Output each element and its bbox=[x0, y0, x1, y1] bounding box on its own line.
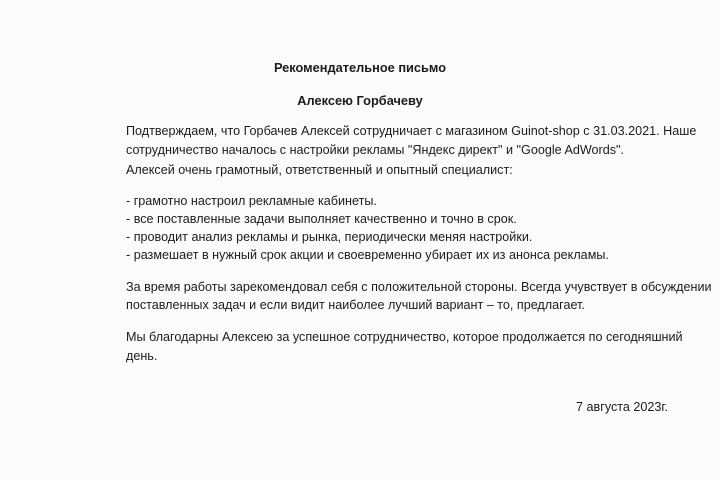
paragraph-line: За время работы зарекомендовал себя с положительной стороны. Всегда учувствует в обсуждении bbox=[126, 280, 712, 294]
addressee: Алексею Горбачеву bbox=[297, 93, 423, 108]
intro-line: сотрудничество началось с настройки рекламы "Яндекс директ" и "Google AdWords". bbox=[126, 143, 624, 157]
paragraph-line: поставленных задач и если видит наиболее лучший вариант – то, предлагает. bbox=[126, 298, 585, 312]
bullet-item: - проводит анализ рекламы и рынка, периодически меняя настройки. bbox=[126, 230, 533, 244]
letter-date: 7 августа 2023г. bbox=[576, 400, 668, 414]
paragraph-line: Мы благодарны Алексею за успешное сотрудничество, которое продолжается по сегодняшний bbox=[126, 330, 683, 344]
bullet-item: - размешает в нужный срок акции и своевременно убирает их из анонса рекламы. bbox=[126, 248, 609, 262]
intro-line: Алексей очень грамотный, ответственный и опытный специалист: bbox=[126, 163, 513, 177]
paragraph-line: день. bbox=[126, 349, 158, 363]
bullet-item: - все поставленные задачи выполняет качественно и точно в срок. bbox=[126, 212, 517, 226]
bullet-item: - грамотно настроил рекламные кабинеты. bbox=[126, 194, 377, 208]
letter-title: Рекомендательное письмо bbox=[273, 60, 447, 75]
intro-line: Подтверждаем, что Горбачев Алексей сотрудничает с магазином Guinot-shop с 31.03.2021. Наше bbox=[126, 124, 697, 138]
